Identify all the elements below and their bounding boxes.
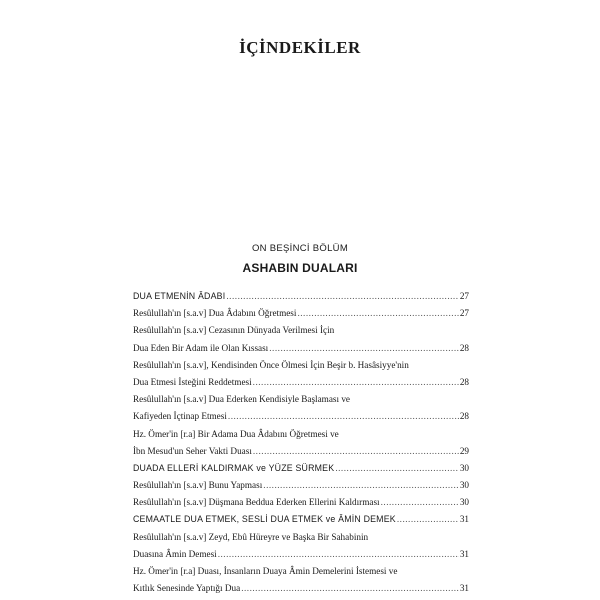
toc-entry-line1: Hz. Ömer'in [r.a] Duası, İnsanların Duaya Âmin Demelerini İstemesi ve [133, 566, 398, 576]
toc-page-number: 27 [459, 291, 469, 301]
toc-leader-dots [397, 511, 459, 528]
toc-entry [133, 546, 469, 563]
toc-leader-dots [335, 460, 458, 477]
section-title: ASHABIN DUALARI [242, 261, 358, 275]
toc-entry [133, 408, 469, 425]
toc-entry-line1: Resûlullah'ın [s.a.v], Kendisinden Önce Ölmesi İçin Beşir b. Hasâsiyye'nin [133, 359, 409, 370]
toc-leader-dots [297, 305, 458, 322]
toc-entry-heading [133, 288, 469, 305]
toc-page-number: 28 [459, 376, 469, 387]
table-of-contents [133, 288, 469, 597]
toc-page-number: 31 [459, 514, 469, 525]
toc-entry-text: Resûlullah'ın [s.a.v] Bunu Yapması [133, 480, 263, 491]
toc-page-number: 30 [459, 480, 469, 491]
toc-entry-text: Kıtlık Senesinde Yaptığı Dua [133, 583, 241, 594]
toc-entry-text: Resûlullah'ın [s.a.v] Düşmana Beddua Ederken Ellerini Kaldırması [133, 497, 380, 508]
toc-page-number: 31 [459, 548, 469, 559]
toc-page-number: 29 [459, 445, 469, 456]
toc-page-number: 28 [459, 342, 469, 353]
toc-entry-text: Duasına Âmin Demesi [133, 548, 217, 559]
toc-leader-dots [263, 477, 459, 494]
toc-entry [133, 494, 469, 511]
toc-leader-dots [218, 546, 459, 563]
toc-leader-dots [226, 288, 458, 305]
toc-entry-text: Resûlullah'ın [s.a.v] Dua Âdabını Öğretmesi [133, 308, 297, 319]
toc-entry [133, 374, 469, 391]
toc-entry [133, 305, 469, 322]
toc-entry-text: Dua Etmesi İsteğini Reddetmesi [133, 376, 252, 387]
toc-entry-heading [133, 460, 469, 477]
toc-leader-dots [269, 340, 459, 357]
section-number-label: ON BEŞİNCİ BÖLÜM [251, 243, 349, 254]
toc-leader-dots [381, 494, 459, 511]
toc-entry-line1: Resûlullah'ın [s.a.v] Cezasının Dünyada Verilmesi İçin [133, 325, 335, 336]
toc-page-number: 30 [459, 497, 469, 508]
toc-entry-text: İbn Mesud'un Seher Vakti Duası [133, 445, 252, 456]
toc-entry-text: Kafiyeden İçtinap Etmesi [133, 411, 227, 422]
toc-entry-text: CEMAATLE DUA ETMEK, SESLİ DUA ETMEK ve ÂMİN DEMEK [133, 514, 396, 525]
toc-leader-dots [253, 374, 459, 391]
toc-leader-dots [253, 443, 459, 460]
toc-entry-text: DUA ETMENİN ÂDABI [133, 291, 226, 301]
toc-entry [133, 340, 469, 357]
toc-leader-dots [241, 580, 459, 597]
toc-page-number: 31 [459, 583, 469, 594]
toc-entry-heading [133, 511, 469, 528]
toc-page-number: 30 [459, 462, 469, 473]
page-title: İÇİNDEKİLER [239, 38, 361, 57]
toc-entry-line1: Resûlullah'ın [s.a.v] Dua Ederken Kendisiyle Başlaması ve [133, 394, 350, 405]
toc-page-number: 27 [459, 308, 469, 319]
toc-entry-line1: Resûlullah'ın [s.a.v] Zeyd, Ebû Hüreyre ve Başka Bir Sahabinin [133, 531, 369, 542]
toc-entry [133, 477, 469, 494]
toc-entry-text: DUADA ELLERİ KALDIRMAK ve YÜZE SÜRMEK [133, 462, 335, 473]
toc-leader-dots [228, 408, 459, 425]
toc-entry-text: Dua Eden Bir Adam ile Olan Kıssası [133, 342, 269, 353]
toc-entry [133, 443, 469, 460]
toc-entry [133, 580, 469, 597]
toc-entry-line1: Hz. Ömer'in [r.a] Bir Adama Dua Âdabını Öğretmesi ve [133, 428, 339, 439]
toc-page-number: 28 [459, 411, 469, 422]
